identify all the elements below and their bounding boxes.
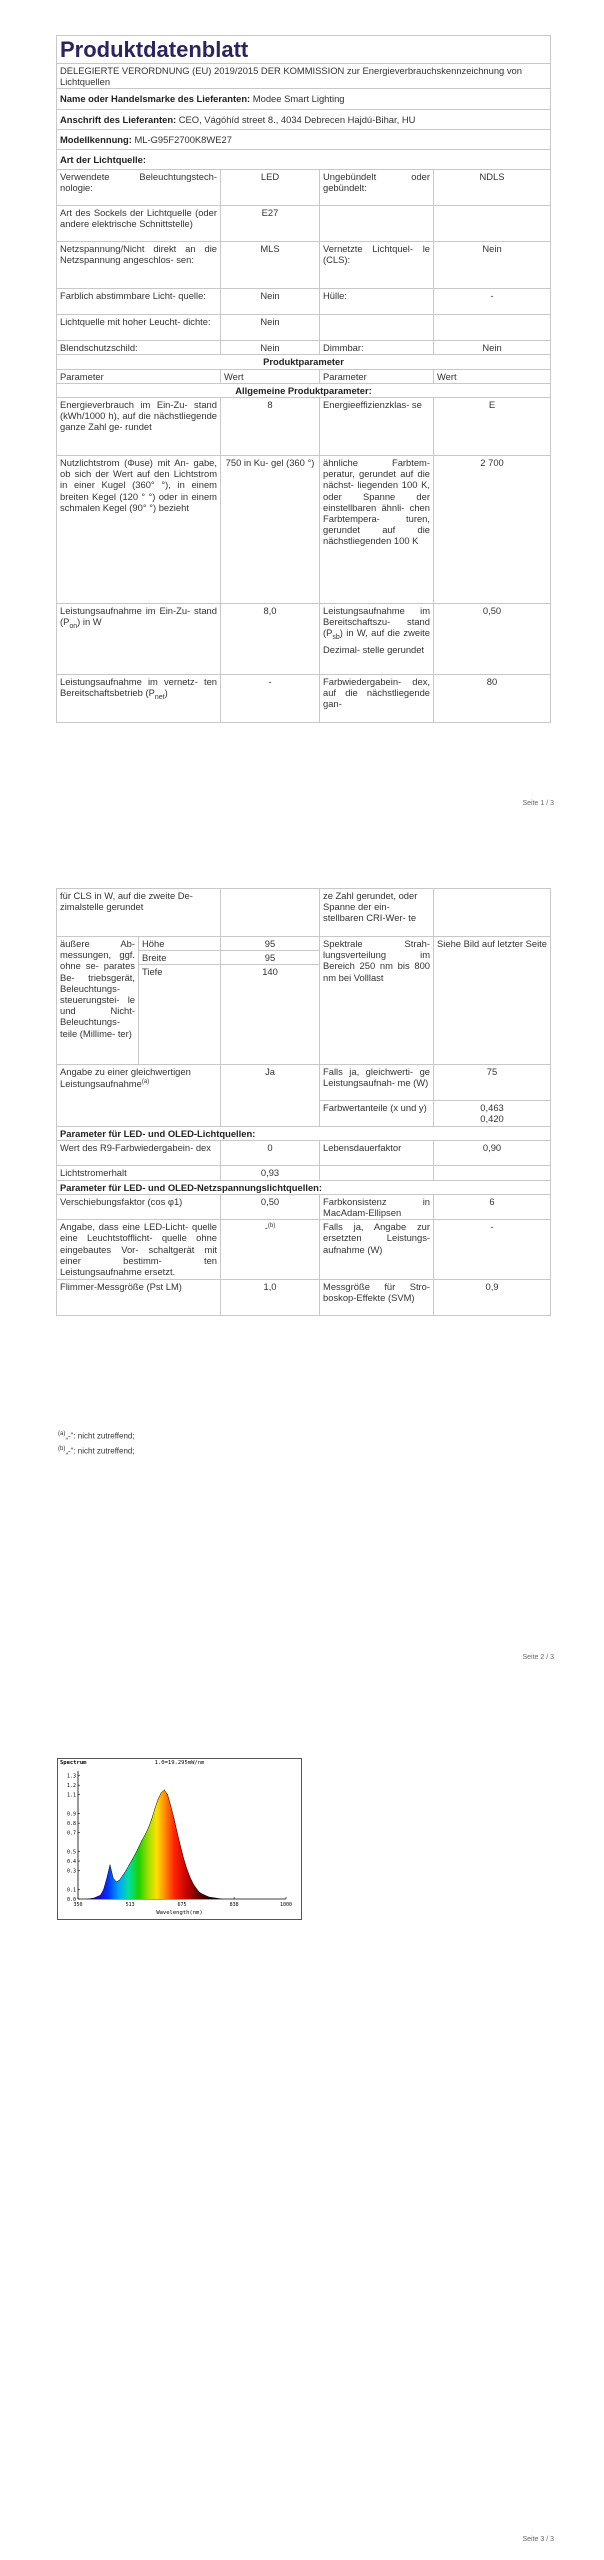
chart-title: Spectrum	[60, 1760, 87, 1766]
spectrum-point	[187, 1868, 188, 1869]
address-value: CEO, Vágóhíd street 8., 4034 Debrecen Hajdú-Bihar, HU	[178, 113, 416, 125]
model-value: ML-G95F2700K8WE27	[134, 133, 232, 145]
y-tick-label: 0.9	[66, 1811, 76, 1818]
directional-label: Ungebündelt oder gebündelt:	[320, 170, 434, 206]
footnote-a: $^{(a)}$„-“: nicht zutreffend;	[58, 1431, 135, 1441]
anti-glare-label: Blendschutzschild:	[57, 341, 221, 355]
dimmable-label: Dimmbar:	[320, 341, 434, 355]
equivalent-power-label: Falls ja, gleichwerti- ge Leistungsaufnah- me (W)	[320, 1065, 434, 1101]
x-tick-label: 350	[73, 1902, 83, 1908]
page-number: Seite 3 / 3	[522, 2536, 554, 2543]
empty-cell	[139, 979, 221, 1065]
survival-factor-value: 0,90	[434, 1141, 551, 1166]
spectrum-point	[129, 1865, 130, 1866]
colour-consistency-label: Farbkonsistenz in MacAdam-Ellipsen	[320, 1194, 434, 1219]
address-row	[57, 109, 551, 129]
networked-standby-label-continued: für CLS in W, auf die zweite De- zimalstelle gerundet	[57, 889, 221, 937]
flicker-metric-label: Flimmer-Messgröße (Pst LM)	[57, 1280, 221, 1316]
mains-label: Netzspannung/Nicht direkt an die Netzspannung angeschlos- sen:	[57, 242, 221, 289]
light-source-type-header: Art der Lichtquelle:	[57, 150, 551, 170]
fluorescent-replacement-label: Angabe, dass eine LED-Licht- quelle eine Leuchtstofflicht- quelle ohne eingebautes Vor- schaltgerät mit einer bestimm- ten Leistungsaufnahme ersetzt.	[57, 1220, 221, 1280]
x-tick-label: 838	[229, 1902, 239, 1908]
cri-value: 80	[434, 675, 551, 723]
dimensions-label: äußere Ab- messungen, ggf. ohne se- parates Be- triebsgerät, Beleuchtungs- steuerungstei- le und Nicht- Beleuchtungs- teile (Millime- ter)	[57, 937, 139, 1065]
lumen-maintenance-label: Lichtstromerhalt	[57, 1166, 221, 1180]
empty-cell	[434, 889, 551, 937]
spectrum-point	[190, 1877, 191, 1878]
cct-value: 2 700	[434, 456, 551, 604]
spectrum-point	[171, 1806, 172, 1807]
empty-cell	[221, 979, 320, 1065]
spectrum-point	[123, 1875, 124, 1876]
empty-cell	[434, 1166, 551, 1180]
general-parameters-header: Allgemeine Produktparameter:	[57, 383, 551, 397]
colour-consistency-value: 6	[434, 1194, 551, 1219]
x-tick-label: 675	[177, 1902, 187, 1908]
y-tick-label: 0.7	[66, 1830, 76, 1837]
spectrum-point	[116, 1882, 117, 1883]
column-header-value: Wert	[434, 369, 551, 383]
spectrum-point	[196, 1888, 197, 1889]
y-tick-label: 0.4	[66, 1858, 76, 1865]
address-label: Anschrift des Lieferanten:	[60, 113, 177, 125]
datasheet-page-3	[0, 1736, 604, 2560]
spectrum-point	[113, 1878, 114, 1879]
empty-cell	[320, 206, 434, 242]
envelope-value: -	[434, 289, 551, 315]
spectrum-point	[155, 1809, 156, 1810]
technology-value: LED	[221, 170, 320, 206]
datasheet-table-page-1	[56, 35, 551, 723]
spectrum-point	[103, 1889, 104, 1890]
supplier-value: Modee Smart Lighting	[252, 93, 345, 105]
spectrum-chart-svg	[58, 1759, 301, 1919]
stroboscopic-metric-label: Messgröße für Stro- boskop-Effekte (SVM)	[320, 1280, 434, 1316]
spectrum-point	[167, 1794, 168, 1795]
column-header-parameter: Parameter	[57, 369, 221, 383]
equivalent-power-claim-value: Ja	[221, 1065, 320, 1127]
datasheet-table-page-2	[56, 888, 551, 1316]
spectrum-point	[209, 1897, 210, 1898]
y-tick-label: 1.2	[66, 1783, 76, 1790]
spectrum-point	[132, 1859, 133, 1860]
empty-cell	[320, 1166, 434, 1180]
replaced-power-label: Falls ja, Angabe zur ersetzten Leistungs- aufnahme (W)	[320, 1220, 434, 1280]
spectrum-point	[100, 1895, 101, 1896]
flicker-metric-value: 1,0	[221, 1280, 320, 1316]
spectrum-point	[164, 1790, 165, 1791]
y-tick-label: 0.5	[66, 1849, 76, 1856]
chart-x-axis-label: Wavelength(nm)	[156, 1910, 203, 1916]
networked-standby-value: -	[221, 675, 320, 723]
spectrum-point	[161, 1793, 162, 1794]
high-luminance-label: Lichtquelle mit hoher Leucht- dichte:	[57, 315, 221, 341]
standby-power-label: Leistungsaufnahme im Bereitschaftszu- stand $(P_{sb})$ in W, auf die zweite Dezimal- stelle gerundet	[320, 604, 434, 675]
column-header-value: Wert	[221, 369, 320, 383]
energy-consumption-label: Energieverbrauch im Ein-Zu- stand (kWh/1000 h), auf die nächstliegende ganze Zahl ge- rundet	[57, 398, 221, 456]
cri-label-continued: ze Zahl gerundet, oder Spanne der ein- stellbaren CRI-Wer- te	[320, 889, 434, 937]
survival-factor-label: Lebensdauerfaktor	[320, 1141, 434, 1166]
replaced-power-value: -	[434, 1220, 551, 1280]
tunable-label: Farblich abstimmbare Licht- quelle:	[57, 289, 221, 315]
spectrum-point	[87, 1899, 88, 1900]
spectrum-point	[139, 1847, 140, 1848]
fluorescent-replacement-value: -$^{(b)}$	[221, 1220, 320, 1280]
x-tick-label: 513	[125, 1902, 135, 1908]
regulation-text: DELEGIERTE VERORDNUNG (EU) 2019/2015 DER KOMMISSION zur Energieverbrauchskennzeichnung von Lichtquellen	[57, 64, 551, 89]
dimension-depth-value: 140	[221, 965, 320, 979]
chromaticity-label: Farbwertanteile (x und y)	[320, 1101, 434, 1127]
r9-label: Wert des R9-Farbwiedergabein- dex	[57, 1141, 221, 1166]
model-row	[57, 129, 551, 149]
column-header-parameter: Parameter	[320, 369, 434, 383]
spectrum-point	[148, 1828, 149, 1829]
product-parameters-header: Produktparameter	[57, 355, 551, 369]
cap-type-value: E27	[221, 206, 320, 242]
spectral-distribution-label: Spektrale Strah- lungsverteilung im Bereich 250 nm bis 800 nm bei Volllast	[320, 937, 434, 1065]
spectrum-point	[107, 1878, 108, 1879]
spectrum-chart	[57, 1758, 302, 1920]
envelope-label: Hülle:	[320, 289, 434, 315]
dimension-width-value: 95	[221, 951, 320, 965]
page-title: Produktdatenblatt	[57, 36, 551, 64]
spectrum-point	[142, 1840, 143, 1841]
spectrum-point	[151, 1819, 152, 1820]
power-factor-label: Verschiebungsfaktor (cos φ1)	[57, 1194, 221, 1219]
y-tick-label: 0.3	[66, 1868, 76, 1875]
equivalent-power-value: 75	[434, 1065, 551, 1101]
spectrum-point	[94, 1898, 95, 1899]
chart-subtitle: 1.0=19.295mW/nm	[154, 1760, 205, 1766]
standby-power-value: 0,50	[434, 604, 551, 675]
supplier-row	[57, 89, 551, 109]
technology-label: Verwendete Beleuchtungstech- nologie:	[57, 170, 221, 206]
lumen-maintenance-value: 0,93	[221, 1166, 320, 1180]
empty-cell	[320, 315, 434, 341]
y-tick-label: 0.0	[66, 1896, 76, 1903]
spectrum-point	[215, 1898, 216, 1899]
dimension-height-label: Höhe	[139, 937, 221, 951]
r9-value: 0	[221, 1141, 320, 1166]
footnotes	[58, 1428, 135, 1457]
dimmable-value: Nein	[434, 341, 551, 355]
equivalent-power-claim-label: Angabe zu einer gleichwertigen Leistungsaufnahme$^{(a)}$	[57, 1065, 221, 1127]
mains-led-parameters-header: Parameter für LED- und OLED-Netzspannungslichtquellen:	[57, 1180, 551, 1194]
spectrum-point	[199, 1892, 200, 1893]
spectrum-point	[203, 1894, 204, 1895]
dimension-depth-label: Tiefe	[139, 965, 221, 979]
stroboscopic-metric-value: 0,9	[434, 1280, 551, 1316]
x-tick-label: 1000	[279, 1902, 293, 1908]
cct-label: ähnliche Farbtem- peratur, gerundet auf die nächst- liegenden 100 K, oder Spanne der einstellbaren ähnli- chen Farbtempera- turen, gerundet auf die nächstliegenden 100 K	[320, 456, 434, 604]
cri-label: Farbwiedergabein- dex, auf die nächstliegende gan-	[320, 675, 434, 723]
spectrum-point	[126, 1870, 127, 1871]
datasheet-page-1	[0, 0, 604, 820]
spectrum-point	[119, 1880, 120, 1881]
y-tick-label: 1.3	[66, 1773, 76, 1780]
y-tick-label: 0.1	[66, 1887, 76, 1894]
power-factor-value: 0,50	[221, 1194, 320, 1219]
energy-class-value: E	[434, 398, 551, 456]
spectrum-point	[180, 1846, 181, 1847]
page-number: Seite 1 / 3	[522, 800, 554, 807]
energy-consumption-value: 8	[221, 398, 320, 456]
high-luminance-value: Nein	[221, 315, 320, 341]
empty-cell	[221, 889, 320, 937]
spectrum-point	[222, 1899, 223, 1900]
footnote-b: $^{(b)}$„-“: nicht zutreffend;	[58, 1445, 135, 1456]
energy-class-label: Energieeffizienzklas- se	[320, 398, 434, 456]
mains-value: MLS	[221, 242, 320, 289]
spectrum-point	[183, 1858, 184, 1859]
model-label: Modellkennung:	[60, 133, 132, 145]
spectrum-point	[193, 1884, 194, 1885]
spectrum-point	[158, 1799, 159, 1800]
on-mode-power-label: Leistungsaufnahme im Ein-Zu- stand $(P_{on})$ in W	[57, 604, 221, 675]
y-tick-label: 0.8	[66, 1820, 76, 1827]
on-mode-power-value: 8,0	[221, 604, 320, 675]
connected-value: Nein	[434, 242, 551, 289]
tunable-value: Nein	[221, 289, 320, 315]
supplier-label: Name oder Handelsmarke des Lieferanten:	[60, 93, 251, 105]
networked-standby-label: Leistungsaufnahme im vernetz- ten Bereitschaftsbetrieb $(P_{net})$	[57, 675, 221, 723]
anti-glare-value: Nein	[221, 341, 320, 355]
spectrum-point	[110, 1865, 111, 1866]
spectrum-point	[135, 1853, 136, 1854]
led-parameters-header: Parameter für LED- und OLED-Lichtquellen:	[57, 1127, 551, 1141]
page-number: Seite 2 / 3	[522, 1654, 554, 1661]
luminous-flux-label: Nutzlichtstrom (Φuse) mit An- gabe, ob sich der Wert auf den Lichtstrom in einer Kugel (360° °), in einem breiten Kegel (120 ° °) oder in einem schmalen Kegel (90° °) bezieht	[57, 456, 221, 604]
luminous-flux-value: 750 in Ku- gel (360 °)	[221, 456, 320, 604]
spectrum-point	[174, 1818, 175, 1819]
dimension-width-label: Breite	[139, 951, 221, 965]
chromaticity-value: 0,463 0,420	[434, 1101, 551, 1127]
directional-value: NDLS	[434, 170, 551, 206]
spectrum-point	[177, 1832, 178, 1833]
dimension-height-value: 95	[221, 937, 320, 951]
cap-type-label: Art des Sockels der Lichtquelle (oder andere elektrische Schnittstelle)	[57, 206, 221, 242]
empty-cell	[434, 315, 551, 341]
datasheet-page-2	[0, 868, 604, 1688]
connected-label: Vernetzte Lichtquel- le (CLS):	[320, 242, 434, 289]
empty-cell	[434, 206, 551, 242]
spectral-distribution-value: Siehe Bild auf letzter Seite	[434, 937, 551, 1065]
spectrum-area	[88, 1790, 222, 1899]
y-tick-label: 1.1	[66, 1792, 76, 1799]
spectrum-point	[145, 1834, 146, 1835]
